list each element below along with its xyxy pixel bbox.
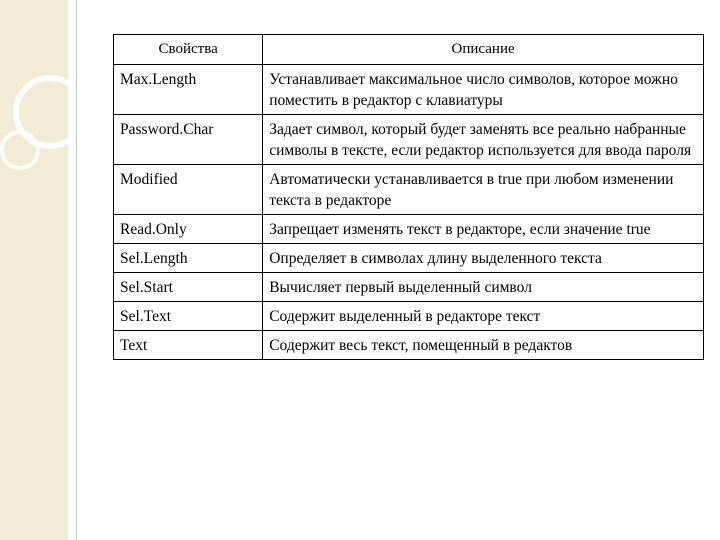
property-name: Sel.Text (114, 302, 263, 331)
table-row (114, 65, 704, 115)
property-description: Содержит выделенный в редакторе текст (263, 302, 704, 331)
table-row (114, 215, 704, 244)
decorative-band (0, 0, 68, 540)
property-description: Вычисляет первый выделенный символ (263, 273, 704, 302)
table-row (114, 165, 704, 215)
header-description: Описание (263, 35, 704, 65)
table-row (114, 273, 704, 302)
property-name: Max.Length (114, 65, 263, 115)
decorative-circles (0, 0, 68, 540)
table-header-row (114, 35, 704, 65)
decorative-circle-small (2, 132, 38, 168)
table-row (114, 244, 704, 273)
property-description: Автоматически устанавливается в true при любом изменении текста в редакторе (263, 165, 704, 215)
property-description: Содержит весь текст, помещенный в редактов (263, 331, 704, 360)
table-row (114, 115, 704, 165)
property-description: Устанавливает максимальное число символов, которое можно поместить в редактор с клавиатуры (263, 65, 704, 115)
table-row (114, 331, 704, 360)
property-name: Sel.Length (114, 244, 263, 273)
property-name: Sel.Start (114, 273, 263, 302)
property-description: Определяет в символах длину выделенного текста (263, 244, 704, 273)
properties-table (113, 34, 704, 360)
property-name: Modified (114, 165, 263, 215)
property-description: Задает символ, который будет заменять все реально набранные символы в тексте, если редактор используется для ввода пароля (263, 115, 704, 165)
decorative-divider (76, 0, 77, 540)
property-name: Text (114, 331, 263, 360)
property-name: Read.Only (114, 215, 263, 244)
property-description: Запрещает изменять текст в редакторе, если значение true (263, 215, 704, 244)
property-name: Password.Char (114, 115, 263, 165)
decorative-circle-large (16, 78, 68, 146)
table-row (114, 302, 704, 331)
header-property: Свойства (114, 35, 263, 65)
